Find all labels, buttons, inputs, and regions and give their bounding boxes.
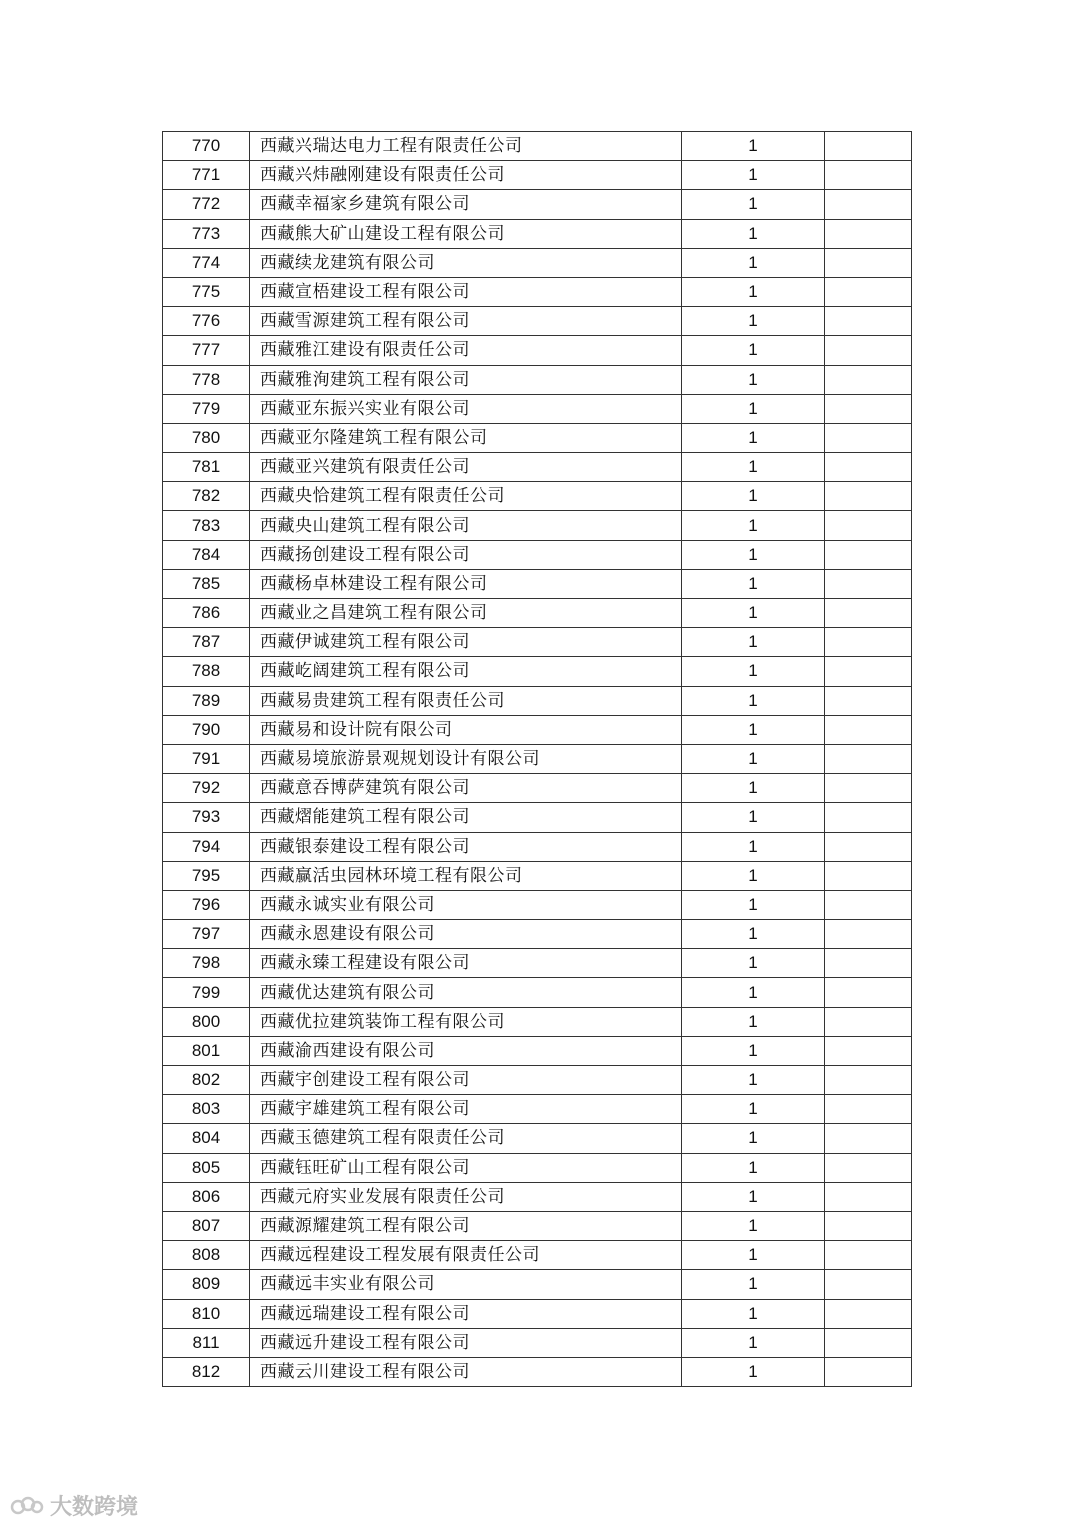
remark-cell bbox=[825, 686, 912, 715]
remark-cell bbox=[825, 1211, 912, 1240]
company-name: 西藏远瑞建设工程有限公司 bbox=[250, 1299, 682, 1328]
remark-cell bbox=[825, 1124, 912, 1153]
company-name: 西藏远丰实业有限公司 bbox=[250, 1270, 682, 1299]
count-cell: 1 bbox=[682, 1066, 825, 1095]
remark-cell bbox=[825, 978, 912, 1007]
remark-cell bbox=[825, 277, 912, 306]
remark-cell bbox=[825, 949, 912, 978]
table-row bbox=[163, 132, 912, 161]
remark-cell bbox=[825, 132, 912, 161]
company-name: 西藏杨卓林建设工程有限公司 bbox=[250, 569, 682, 598]
table-row bbox=[163, 569, 912, 598]
table-row bbox=[163, 219, 912, 248]
count-cell: 1 bbox=[682, 628, 825, 657]
table-row bbox=[163, 277, 912, 306]
count-cell: 1 bbox=[682, 540, 825, 569]
company-name: 西藏宇创建设工程有限公司 bbox=[250, 1066, 682, 1095]
row-number: 788 bbox=[163, 657, 250, 686]
company-name: 西藏扬创建设工程有限公司 bbox=[250, 540, 682, 569]
watermark-text: 大数跨境 bbox=[50, 1495, 139, 1520]
company-name: 西藏源耀建筑工程有限公司 bbox=[250, 1211, 682, 1240]
company-name: 西藏宣梧建设工程有限公司 bbox=[250, 277, 682, 306]
row-number: 776 bbox=[163, 307, 250, 336]
count-cell: 1 bbox=[682, 1357, 825, 1386]
table-row bbox=[163, 1095, 912, 1124]
table-row bbox=[163, 307, 912, 336]
company-name: 西藏兴炜融刚建设有限责任公司 bbox=[250, 161, 682, 190]
company-name: 西藏央恰建筑工程有限责任公司 bbox=[250, 482, 682, 511]
company-name: 西藏宇雄建筑工程有限公司 bbox=[250, 1095, 682, 1124]
remark-cell bbox=[825, 1036, 912, 1065]
count-cell: 1 bbox=[682, 219, 825, 248]
table-row bbox=[163, 861, 912, 890]
remark-cell bbox=[825, 423, 912, 452]
table-row bbox=[163, 1299, 912, 1328]
table-row bbox=[163, 482, 912, 511]
table-row bbox=[163, 774, 912, 803]
table-row bbox=[163, 161, 912, 190]
count-cell: 1 bbox=[682, 482, 825, 511]
count-cell: 1 bbox=[682, 744, 825, 773]
row-number: 778 bbox=[163, 365, 250, 394]
count-cell: 1 bbox=[682, 949, 825, 978]
company-name: 西藏远程建设工程发展有限责任公司 bbox=[250, 1241, 682, 1270]
remark-cell bbox=[825, 1153, 912, 1182]
company-name: 西藏兴瑞达电力工程有限责任公司 bbox=[250, 132, 682, 161]
row-number: 798 bbox=[163, 949, 250, 978]
row-number: 789 bbox=[163, 686, 250, 715]
remark-cell bbox=[825, 1299, 912, 1328]
remark-cell bbox=[825, 365, 912, 394]
row-number: 795 bbox=[163, 861, 250, 890]
table-row bbox=[163, 453, 912, 482]
table-row bbox=[163, 1211, 912, 1240]
company-name: 西藏伊诚建筑工程有限公司 bbox=[250, 628, 682, 657]
table-row bbox=[163, 248, 912, 277]
row-number: 784 bbox=[163, 540, 250, 569]
count-cell: 1 bbox=[682, 774, 825, 803]
company-name: 西藏玉德建筑工程有限责任公司 bbox=[250, 1124, 682, 1153]
row-number: 772 bbox=[163, 190, 250, 219]
table-row bbox=[163, 1328, 912, 1357]
company-name: 西藏永臻工程建设有限公司 bbox=[250, 949, 682, 978]
count-cell: 1 bbox=[682, 1007, 825, 1036]
count-cell: 1 bbox=[682, 920, 825, 949]
table-row bbox=[163, 511, 912, 540]
count-cell: 1 bbox=[682, 861, 825, 890]
table-row bbox=[163, 190, 912, 219]
count-cell: 1 bbox=[682, 803, 825, 832]
cloud-logo-icon bbox=[10, 1495, 44, 1517]
remark-cell bbox=[825, 774, 912, 803]
row-number: 790 bbox=[163, 715, 250, 744]
remark-cell bbox=[825, 1241, 912, 1270]
row-number: 775 bbox=[163, 277, 250, 306]
remark-cell bbox=[825, 657, 912, 686]
table-body bbox=[163, 132, 912, 1387]
count-cell: 1 bbox=[682, 1270, 825, 1299]
table-row bbox=[163, 1182, 912, 1211]
remark-cell bbox=[825, 1182, 912, 1211]
remark-cell bbox=[825, 248, 912, 277]
company-name: 西藏易境旅游景观规划设计有限公司 bbox=[250, 744, 682, 773]
remark-cell bbox=[825, 1066, 912, 1095]
remark-cell bbox=[825, 219, 912, 248]
table-row bbox=[163, 744, 912, 773]
row-number: 793 bbox=[163, 803, 250, 832]
count-cell: 1 bbox=[682, 336, 825, 365]
company-name: 西藏意吞博萨建筑有限公司 bbox=[250, 774, 682, 803]
count-cell: 1 bbox=[682, 190, 825, 219]
row-number: 791 bbox=[163, 744, 250, 773]
row-number: 794 bbox=[163, 832, 250, 861]
remark-cell bbox=[825, 453, 912, 482]
table-row bbox=[163, 803, 912, 832]
table-row bbox=[163, 365, 912, 394]
company-name: 西藏亚尔隆建筑工程有限公司 bbox=[250, 423, 682, 452]
row-number: 781 bbox=[163, 453, 250, 482]
row-number: 799 bbox=[163, 978, 250, 1007]
company-name: 西藏雅江建设有限责任公司 bbox=[250, 336, 682, 365]
row-number: 779 bbox=[163, 394, 250, 423]
table-row bbox=[163, 394, 912, 423]
company-name: 西藏易和设计院有限公司 bbox=[250, 715, 682, 744]
count-cell: 1 bbox=[682, 1328, 825, 1357]
remark-cell bbox=[825, 1007, 912, 1036]
count-cell: 1 bbox=[682, 1211, 825, 1240]
remark-cell bbox=[825, 190, 912, 219]
row-number: 800 bbox=[163, 1007, 250, 1036]
remark-cell bbox=[825, 511, 912, 540]
count-cell: 1 bbox=[682, 1241, 825, 1270]
count-cell: 1 bbox=[682, 599, 825, 628]
row-number: 807 bbox=[163, 1211, 250, 1240]
table-row bbox=[163, 978, 912, 1007]
company-name: 西藏优拉建筑装饰工程有限公司 bbox=[250, 1007, 682, 1036]
row-number: 811 bbox=[163, 1328, 250, 1357]
company-name: 西藏熠能建筑工程有限公司 bbox=[250, 803, 682, 832]
remark-cell bbox=[825, 540, 912, 569]
company-name: 西藏银泰建设工程有限公司 bbox=[250, 832, 682, 861]
company-table bbox=[162, 131, 912, 1387]
count-cell: 1 bbox=[682, 978, 825, 1007]
company-name: 西藏钰旺矿山工程有限公司 bbox=[250, 1153, 682, 1182]
company-name: 西藏业之昌建筑工程有限公司 bbox=[250, 599, 682, 628]
count-cell: 1 bbox=[682, 890, 825, 919]
remark-cell bbox=[825, 394, 912, 423]
remark-cell bbox=[825, 1095, 912, 1124]
row-number: 806 bbox=[163, 1182, 250, 1211]
remark-cell bbox=[825, 307, 912, 336]
count-cell: 1 bbox=[682, 657, 825, 686]
table-row bbox=[163, 832, 912, 861]
company-name: 西藏雪源建筑工程有限公司 bbox=[250, 307, 682, 336]
row-number: 803 bbox=[163, 1095, 250, 1124]
remark-cell bbox=[825, 1328, 912, 1357]
company-name: 西藏续龙建筑有限公司 bbox=[250, 248, 682, 277]
remark-cell bbox=[825, 803, 912, 832]
table-row bbox=[163, 1153, 912, 1182]
row-number: 773 bbox=[163, 219, 250, 248]
remark-cell bbox=[825, 715, 912, 744]
row-number: 808 bbox=[163, 1241, 250, 1270]
count-cell: 1 bbox=[682, 277, 825, 306]
count-cell: 1 bbox=[682, 1095, 825, 1124]
row-number: 780 bbox=[163, 423, 250, 452]
remark-cell bbox=[825, 920, 912, 949]
company-name: 西藏优达建筑有限公司 bbox=[250, 978, 682, 1007]
row-number: 774 bbox=[163, 248, 250, 277]
count-cell: 1 bbox=[682, 1182, 825, 1211]
remark-cell bbox=[825, 161, 912, 190]
remark-cell bbox=[825, 628, 912, 657]
row-number: 786 bbox=[163, 599, 250, 628]
count-cell: 1 bbox=[682, 132, 825, 161]
row-number: 805 bbox=[163, 1153, 250, 1182]
remark-cell bbox=[825, 744, 912, 773]
remark-cell bbox=[825, 599, 912, 628]
count-cell: 1 bbox=[682, 832, 825, 861]
row-number: 801 bbox=[163, 1036, 250, 1065]
watermark bbox=[10, 1490, 138, 1521]
company-name: 西藏远升建设工程有限公司 bbox=[250, 1328, 682, 1357]
company-name: 西藏赢活虫园林环境工程有限公司 bbox=[250, 861, 682, 890]
remark-cell bbox=[825, 336, 912, 365]
table-row bbox=[163, 1270, 912, 1299]
table-row bbox=[163, 715, 912, 744]
count-cell: 1 bbox=[682, 1299, 825, 1328]
table-row bbox=[163, 920, 912, 949]
company-name: 西藏幸福家乡建筑有限公司 bbox=[250, 190, 682, 219]
count-cell: 1 bbox=[682, 423, 825, 452]
company-name: 西藏亚东振兴实业有限公司 bbox=[250, 394, 682, 423]
remark-cell bbox=[825, 832, 912, 861]
table-row bbox=[163, 1007, 912, 1036]
table-row bbox=[163, 657, 912, 686]
company-name: 西藏云川建设工程有限公司 bbox=[250, 1357, 682, 1386]
company-name: 西藏渝西建设有限公司 bbox=[250, 1036, 682, 1065]
company-name: 西藏亚兴建筑有限责任公司 bbox=[250, 453, 682, 482]
count-cell: 1 bbox=[682, 365, 825, 394]
row-number: 777 bbox=[163, 336, 250, 365]
company-name: 西藏雅洵建筑工程有限公司 bbox=[250, 365, 682, 394]
row-number: 787 bbox=[163, 628, 250, 657]
row-number: 785 bbox=[163, 569, 250, 598]
table-row bbox=[163, 1066, 912, 1095]
count-cell: 1 bbox=[682, 715, 825, 744]
row-number: 783 bbox=[163, 511, 250, 540]
row-number: 792 bbox=[163, 774, 250, 803]
count-cell: 1 bbox=[682, 394, 825, 423]
table-row bbox=[163, 1036, 912, 1065]
table-row bbox=[163, 890, 912, 919]
table-row bbox=[163, 1357, 912, 1386]
company-name: 西藏永诚实业有限公司 bbox=[250, 890, 682, 919]
count-cell: 1 bbox=[682, 1124, 825, 1153]
company-name: 西藏永恩建设有限公司 bbox=[250, 920, 682, 949]
remark-cell bbox=[825, 1270, 912, 1299]
remark-cell bbox=[825, 569, 912, 598]
row-number: 804 bbox=[163, 1124, 250, 1153]
table-row bbox=[163, 540, 912, 569]
count-cell: 1 bbox=[682, 1036, 825, 1065]
count-cell: 1 bbox=[682, 686, 825, 715]
company-name: 西藏熊大矿山建设工程有限公司 bbox=[250, 219, 682, 248]
count-cell: 1 bbox=[682, 307, 825, 336]
table-row bbox=[163, 336, 912, 365]
count-cell: 1 bbox=[682, 511, 825, 540]
table-row bbox=[163, 1124, 912, 1153]
table-row bbox=[163, 599, 912, 628]
row-number: 810 bbox=[163, 1299, 250, 1328]
company-name: 西藏屹阔建筑工程有限公司 bbox=[250, 657, 682, 686]
row-number: 802 bbox=[163, 1066, 250, 1095]
row-number: 782 bbox=[163, 482, 250, 511]
count-cell: 1 bbox=[682, 161, 825, 190]
row-number: 796 bbox=[163, 890, 250, 919]
remark-cell bbox=[825, 890, 912, 919]
row-number: 770 bbox=[163, 132, 250, 161]
row-number: 771 bbox=[163, 161, 250, 190]
company-name: 西藏央山建筑工程有限公司 bbox=[250, 511, 682, 540]
remark-cell bbox=[825, 861, 912, 890]
count-cell: 1 bbox=[682, 248, 825, 277]
table-row bbox=[163, 423, 912, 452]
row-number: 812 bbox=[163, 1357, 250, 1386]
table-row bbox=[163, 949, 912, 978]
count-cell: 1 bbox=[682, 569, 825, 598]
remark-cell bbox=[825, 482, 912, 511]
row-number: 809 bbox=[163, 1270, 250, 1299]
table-row bbox=[163, 686, 912, 715]
remark-cell bbox=[825, 1357, 912, 1386]
company-name: 西藏易贵建筑工程有限责任公司 bbox=[250, 686, 682, 715]
count-cell: 1 bbox=[682, 1153, 825, 1182]
row-number: 797 bbox=[163, 920, 250, 949]
table-row bbox=[163, 628, 912, 657]
table-row bbox=[163, 1241, 912, 1270]
company-name: 西藏元府实业发展有限责任公司 bbox=[250, 1182, 682, 1211]
count-cell: 1 bbox=[682, 453, 825, 482]
